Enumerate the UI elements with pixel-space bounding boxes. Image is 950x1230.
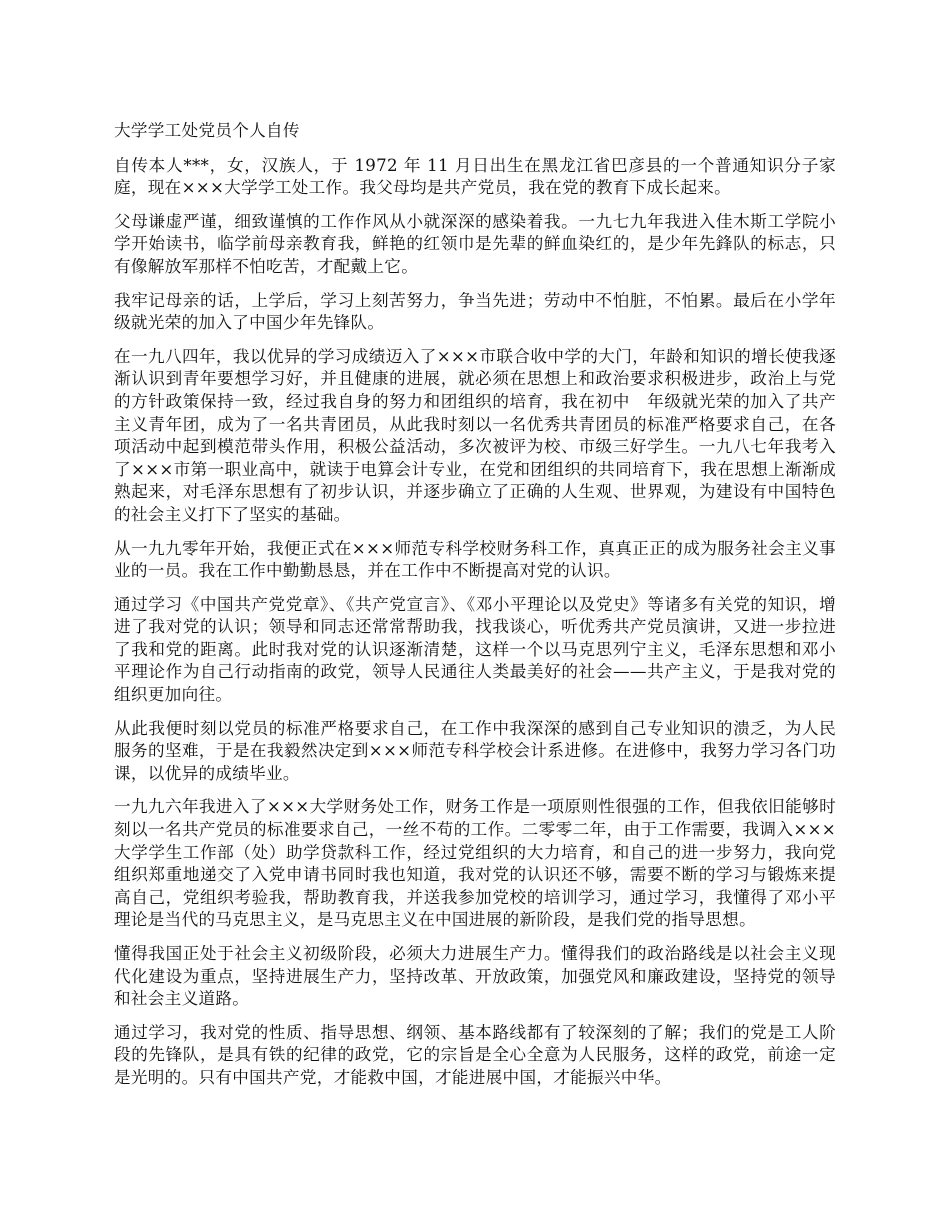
- document-page: [114, 120, 836, 1101]
- paragraph-9: 懂得我国正处于社会主义初级阶段，必须大力进展生产力。懂得我们的政治路线是以社会主义现代化建设为重点，坚持进展生产力，坚持改革、开放政策，加强党风和廉政建设，坚持党的领导和社会主义道路。: [114, 944, 836, 1009]
- paragraph-7: 从此我便时刻以党员的标准严格要求自己，在工作中我深深的感到自己专业知识的溃乏，为人民服务的坚难，于是在我毅然决定到×××师范专科学校会计系进修。在进修中，我努力学习各门功课，以优异的成绩毕业。: [114, 718, 836, 783]
- paragraph-2: 父母谦虚严谨，细致谨慎的工作作风从小就深深的感染着我。一九七九年我进入佳木斯工学院小学开始读书，临学前母亲教育我，鲜艳的红领巾是先辈的鲜血染红的，是少年先鋒队的标志，只有像解放军那样不怕吃苦，才配戴上它。: [114, 211, 836, 276]
- paragraph-8: 一九九六年我进入了×××大学财务处工作，财务工作是一项原则性很强的工作，但我依旧能够时刻以一名共产党员的标准要求自己，一丝不苟的工作。二零零二年，由于工作需要，我调入×××大学学生工作部（处）助学贷款科工作，经过党组织的大力培育，和自己的进一步努力，我向党组织郑重地递交了入党申请书同时我也知道，我对党的认识还不够，需要不断的学习与锻炼来提高自己，党组织考验我，帮助教育我，并送我参加党校的培训学习，通过学习，我懂得了邓小平理论是当代的马克思主义，是马克思主义在中国进展的新阶段，是我们党的指导思想。: [114, 797, 836, 930]
- paragraph-3: 我牢记母亲的话，上学后，学习上刻苦努力，争当先进；劳动中不怕脏，不怕累。最后在小学年级就光荣的加入了中国少年先锋队。: [114, 290, 836, 333]
- paragraph-4: 在一九八四年，我以优异的学习成绩迈入了×××市联合收中学的大门，年龄和知识的增长使我逐渐认识到青年要想学习好，并且健康的进展，就必须在思想上和政治要求积极进步，政治上与党的方针政策保持一致，经过我自身的努力和团组织的培育，我在初中 年级就光荣的加入了共产主义青年团，成为了一名共青团员，从此我时刻以一名优秀共青团员的标准严格要求自己，在各项活动中起到模范带头作用，积极公益活动，多次被评为校、市级三好学生。一九八七年我考入了×××市第一职业高中，就读于电算会计专业，在党和团组织的共同培育下，我在思想上渐渐成熟起来，对毛泽东思想有了初步认识，并逐步确立了正确的人生观、世界观，为建设有中国特色的社会主义打下了坚实的基础。: [114, 346, 836, 524]
- paragraph-10: 通过学习，我对党的性质、指导思想、纲领、基本路线都有了较深刻的了解；我们的党是工人阶段的先锋队，是具有铁的纪律的政党，它的宗旨是全心全意为人民服务，这样的政党，前途一定是光明的。只有中国共产党，才能救中国，才能进展中国，才能振兴中华。: [114, 1022, 836, 1087]
- paragraph-1: 自传本人***，女，汉族人，于 1972 年 11 月日出生在黑龙江省巴彦县的一个普通知识分子家庭，现在×××大学学工处工作。我父母均是共产党员，我在党的教育下成长起来。: [114, 155, 836, 198]
- paragraph-5: 从一九九零年开始，我便正式在×××师范专科学校财务科工作，真真正正的成为服务社会主义事业的一员。我在工作中勤勤恳恳，并在工作中不断提高对党的认识。: [114, 538, 836, 581]
- document-title: 大学学工处党员个人自传: [114, 121, 300, 140]
- paragraph-6: 通过学习《中国共产党党章》、《共产党宣言》、《邓小平理论以及党史》等诸多有关党的知识，增进了我对党的认识；领导和同志还常常帮助我，找我谈心，听优秀共产党员演讲，又进一步拉进了我和党的距离。此时我对党的认识逐渐清楚，这样一个以马克思列宁主义，毛泽东思想和邓小平理论作为自己行动指南的政党，领导人民通往人类最美好的社会——共产主义，于是我对党的组织更加向往。: [114, 594, 836, 705]
